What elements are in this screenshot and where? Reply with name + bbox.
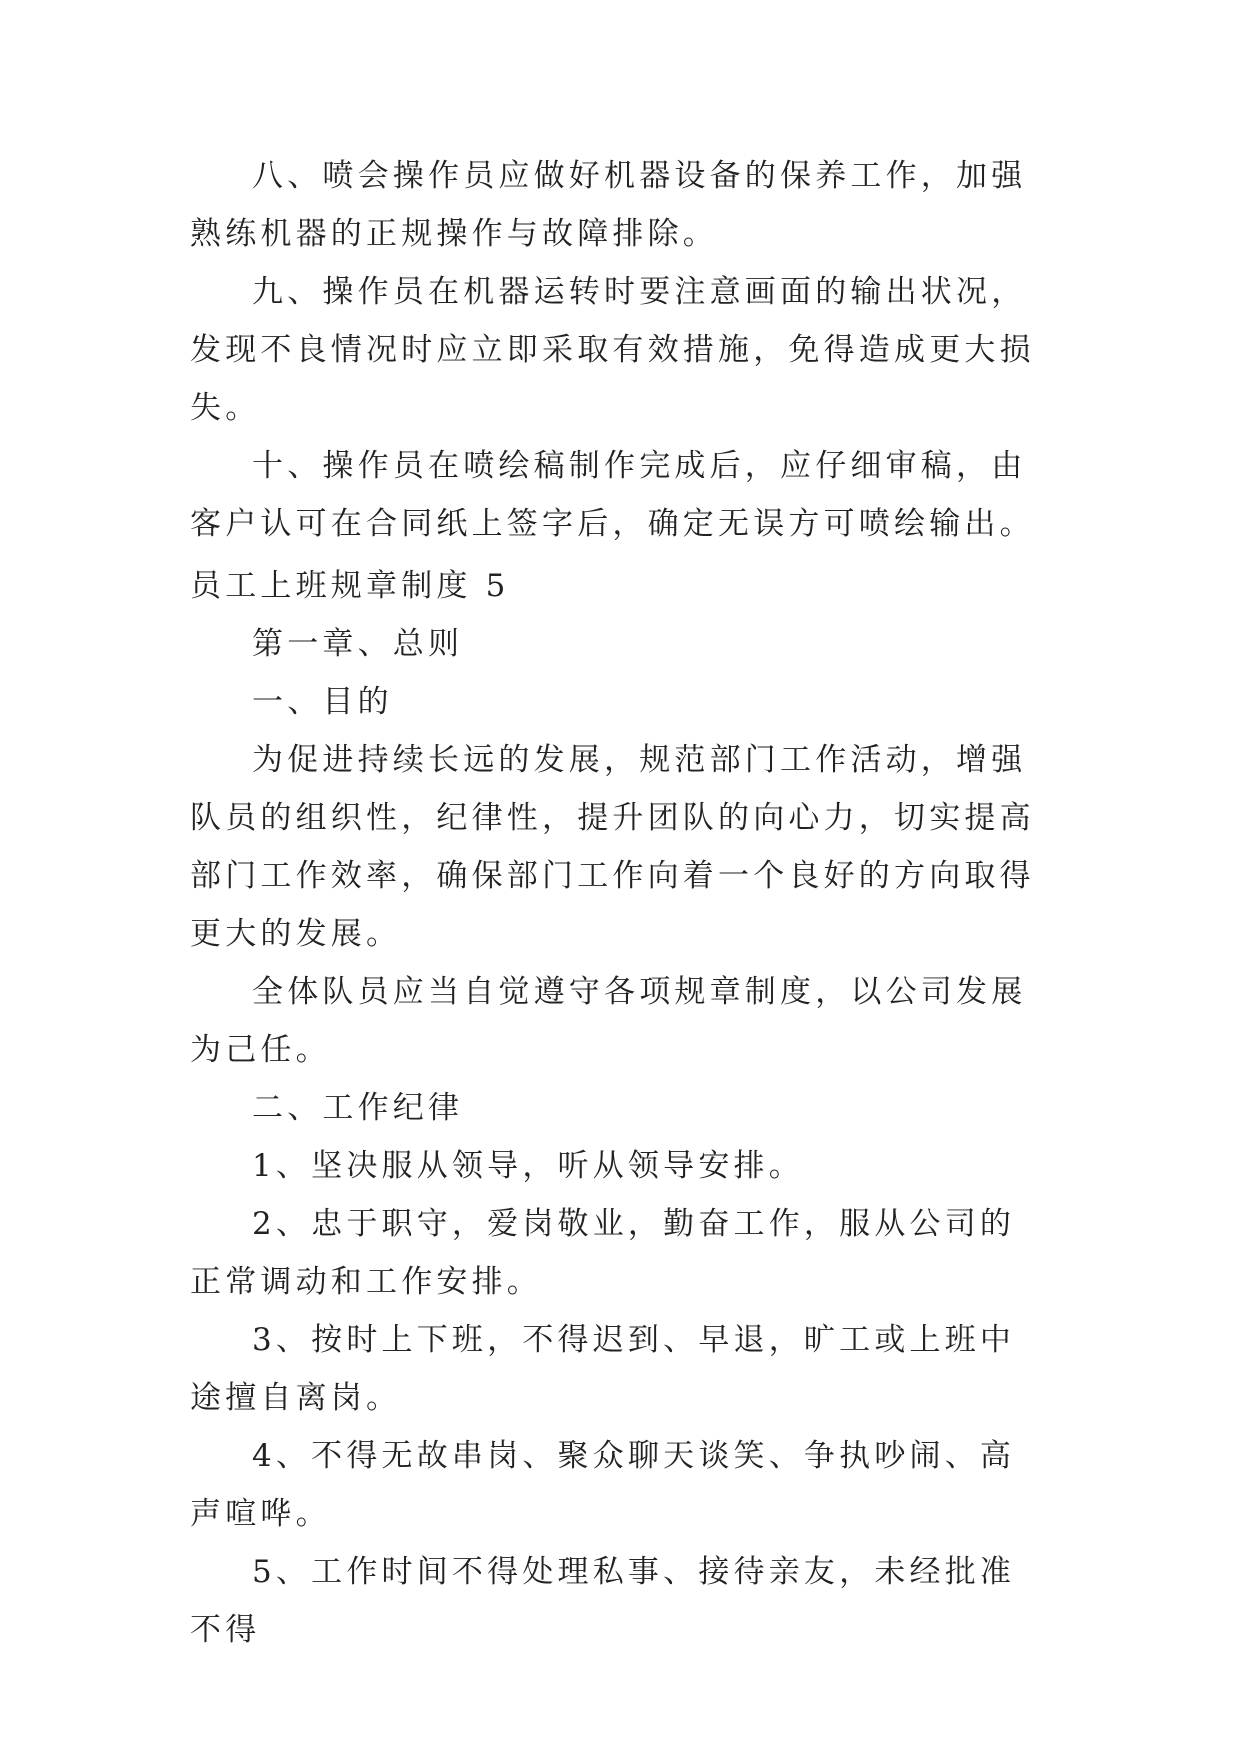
- discipline-heading: 二、工作纪律: [252, 1090, 464, 1126]
- paragraph-ten: 十、操作员在喷绘稿制作完成后，应仔细审稿，由客户认可在合同纸上签字后，确定无误方可喷绘输出。: [190, 448, 1035, 542]
- discipline-item: 5、工作时间不得处理私事、接待亲友，未经批准不得: [190, 1554, 1016, 1648]
- paragraph-nine: 九、操作员在机器运转时要注意画面的输出状况，发现不良情况时应立即采取有效措施，免得造成更大损失。: [190, 274, 1035, 426]
- discipline-item: 3、按时上下班，不得迟到、早退，旷工或上班中途擅自离岗。: [190, 1322, 1016, 1416]
- discipline-item: 1、坚决服从领导，听从领导安排。: [252, 1148, 804, 1184]
- previous-section-body: [190, 147, 1050, 553]
- paragraph-eight: 八、喷会操作员应做好机器设备的保养工作，加强熟练机器的正规操作与故障排除。: [190, 158, 1027, 252]
- purpose-heading: 一、目的: [252, 684, 393, 720]
- discipline-item: 2、忠于职守，爱岗敬业，勤奋工作，服从公司的正常调动和工作安排。: [190, 1206, 1016, 1300]
- section-title: 员工上班规章制度 5: [190, 568, 510, 604]
- chapter-heading: 第一章、总则: [252, 626, 464, 662]
- section-5-body: [190, 557, 1050, 1659]
- purpose-paragraph: 全体队员应当自觉遵守各项规章制度，以公司发展为己任。: [190, 974, 1027, 1068]
- discipline-item: 4、不得无故串岗、聚众聊天谈笑、争执吵闹、高声喧哗。: [190, 1438, 1016, 1532]
- purpose-paragraph: 为促进持续长远的发展，规范部门工作活动，增强队员的组织性，纪律性，提升团队的向心力，切实提高部门工作效率，确保部门工作向着一个良好的方向取得更大的发展。: [190, 742, 1035, 952]
